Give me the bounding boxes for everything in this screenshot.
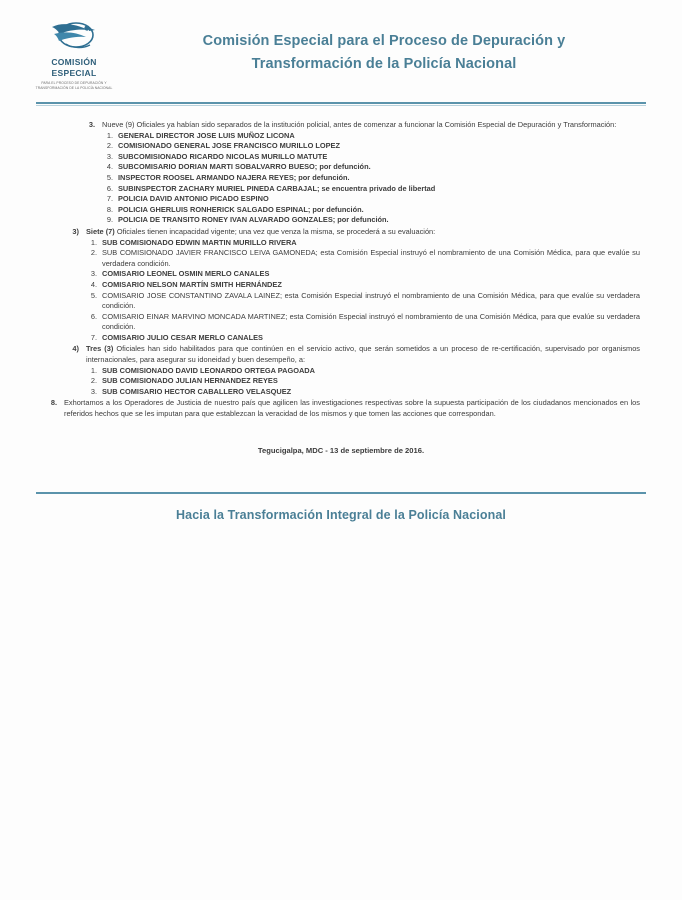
section-item-3b-intro-text: Oficiales tienen incapacidad vigente; una vez que venza la misma, se procederá a su evaluación: [116, 226, 436, 236]
list-item-text: POLICIA GHERLUIS RONHERICK SALGADO ESPINAL; por defunción. [118, 204, 364, 214]
section-item-3b [42, 227, 640, 344]
list-item-number: 4. [90, 279, 97, 289]
list-item [86, 366, 640, 377]
eagle-emblem-icon [46, 18, 102, 56]
list-item-text: SUB COMISIONADO JULIAN HERNANDEZ REYES [102, 376, 278, 386]
list-item-text: SUB COMISIONADO EDWIN MARTIN MURILLO RIVERA [102, 237, 297, 247]
logo-title-line1: COMISIÓN [51, 56, 97, 67]
section-item-4 [42, 344, 640, 397]
list-item-text: SUBINSPECTOR ZACHARY MURIEL PINEDA CARBAJAL; se encuentra privado de libertad [118, 183, 436, 193]
logo-subtitle: PARA EL PROCESO DE DEPURACIÓN Y TRANSFORMACIÓN DE LA POLICÍA NACIONAL [35, 80, 113, 90]
list-item-text: COMISARIO JULIO CESAR MERLO CANALES [102, 332, 263, 342]
list-item [86, 291, 640, 312]
list-item-number: 5. [106, 172, 113, 182]
list-item-text: INSPECTOR ROOSEL ARMANDO NAJERA REYES; por defunción. [118, 172, 350, 182]
document-body [0, 106, 682, 456]
section-item-3-marker: 3. [88, 120, 95, 129]
list-item-text: COMISIONADO GENERAL JOSE FRANCISCO MURILLO LOPEZ [118, 141, 341, 151]
list-item-number: 7. [106, 194, 113, 204]
list-item-number: 1. [106, 130, 113, 140]
footer-slogan: Hacia la Transformación Integral de la Policía Nacional [176, 508, 506, 523]
list-item [86, 376, 640, 387]
section-item-4-marker: 4) [72, 344, 79, 354]
section-item-3b-list [86, 238, 640, 344]
section-item-3 [42, 120, 640, 226]
list-item [86, 387, 640, 398]
list-item-number: 3. [90, 386, 97, 396]
list-item-text: GENERAL DIRECTOR JOSE LUIS MUÑOZ LICONA [118, 130, 295, 140]
page-title-line2: Transformación de la Policía Nacional [251, 56, 517, 72]
list-item-number: 2. [90, 376, 97, 386]
list-item-text: POLICIA DE TRANSITO RONEY IVAN ALVARADO GONZALES; por defunción. [118, 215, 389, 225]
list-item [102, 173, 640, 184]
list-item-number: 1. [90, 237, 97, 247]
document-header [0, 0, 682, 92]
list-item-number: 6. [106, 183, 113, 193]
list-item-number: 3. [106, 151, 113, 161]
section-item-3b-marker: 3) [72, 226, 79, 236]
list-item [86, 312, 640, 333]
list-item-text: POLICIA DAVID ANTONIO PICADO ESPINO [118, 194, 269, 204]
list-item [102, 215, 640, 226]
list-item [102, 205, 640, 216]
section-item-4-intro [86, 344, 640, 365]
list-item [102, 194, 640, 205]
list-item-text: COMISARIO NELSON MARTÍN SMITH HERNÁNDEZ [102, 279, 282, 289]
list-item [102, 152, 640, 163]
section-item-8 [42, 398, 640, 419]
list-item-text: SUBCOMISARIO DORIAN MARTI SOBALVARRO BUESO; por defunción. [118, 162, 371, 172]
list-item [102, 162, 640, 173]
list-item-text: SUBCOMISIONADO RICARDO NICOLAS MURILLO MATUTE [118, 151, 328, 161]
list-item-number: 7. [90, 332, 97, 342]
header-divider [36, 102, 646, 104]
place-and-date: Tegucigalpa, MDC - 13 de septiembre de 2016. [257, 445, 425, 455]
list-item-number: 5. [90, 290, 97, 300]
commission-logo [28, 16, 120, 90]
section-item-8-text: Exhortamos a los Operadores de Justicia de nuestro país que agilicen las investigaciones respectivas sobre la supuesta participación de los ciudadanos mencionados en los referidos hechos que se les imputan para que establezcan la veracidad de los mismos y que tomen las acciones que correspondan. [64, 398, 640, 419]
list-item [102, 131, 640, 142]
list-item-number: 9. [106, 215, 113, 225]
list-item-number: 2. [90, 248, 97, 258]
list-item [102, 141, 640, 152]
list-item [86, 269, 640, 280]
list-item-text: COMISARIO EINAR MARVINO MONCADA MARTINEZ; esta Comisión Especial instruyó el nombramiento de una Comisión Médica, para que evalúe su verdadera condición. [102, 311, 640, 332]
page-title [120, 30, 654, 76]
section-item-3b-intro [86, 227, 640, 238]
list-item-number: 3. [90, 269, 97, 279]
list-item-text: SUB COMISIONADO JAVIER FRANCISCO LEIVA GAMONEDA; esta Comisión Especial instruyó el nombramiento de una Comisión Médica, para que evalúe su verdadera condición. [102, 248, 640, 268]
list-item-text: SUB COMISIONADO DAVID LEONARDO ORTEGA PAGOADA [102, 365, 315, 375]
list-item-number: 6. [90, 311, 97, 321]
section-item-3-list [102, 131, 640, 226]
list-item-number: 1. [90, 365, 97, 375]
list-item [102, 184, 640, 195]
list-item-text: SUB COMISARIO HECTOR CABALLERO VELASQUEZ [102, 386, 292, 396]
list-item [86, 280, 640, 291]
section-item-4-lead: Tres (3) [86, 344, 114, 354]
list-item-number: 2. [106, 141, 113, 151]
list-item-text: COMISARIO LEONEL OSMIN MERLO CANALES [102, 269, 270, 279]
list-item-number: 8. [106, 204, 113, 214]
section-item-4-list [86, 366, 640, 398]
section-item-4-intro-text: Oficiales han sido habilitados para que continúen en el servicio activo, que serán sometidos a un proceso de re-certificación, supervisado por organismos internacionales, para asegurar su idoneidad y buen desempeño, a: [86, 344, 640, 365]
section-item-3b-lead: Siete (7) [86, 226, 115, 236]
list-item-text: COMISARIO JOSE CONSTANTINO ZAVALA LAINEZ; esta Comisión Especial instruyó el nombramiento de una Comisión Médica, para que evalúe su verdadera condición. [102, 290, 640, 311]
section-item-8-marker: 8. [50, 398, 57, 408]
list-item [86, 333, 640, 344]
list-item [86, 248, 640, 269]
list-item-number: 4. [106, 162, 113, 172]
section-item-3-intro: Nueve (9) Oficiales ya habían sido separados de la institución policial, antes de comenzar a funcionar la Comisión Especial de Depuración y Transformación: [102, 120, 617, 129]
page-title-line1: Comisión Especial para el Proceso de Depuración y [202, 33, 566, 49]
footer-divider [36, 492, 646, 494]
logo-title-line2: ESPECIAL [51, 68, 97, 79]
list-item [86, 238, 640, 249]
